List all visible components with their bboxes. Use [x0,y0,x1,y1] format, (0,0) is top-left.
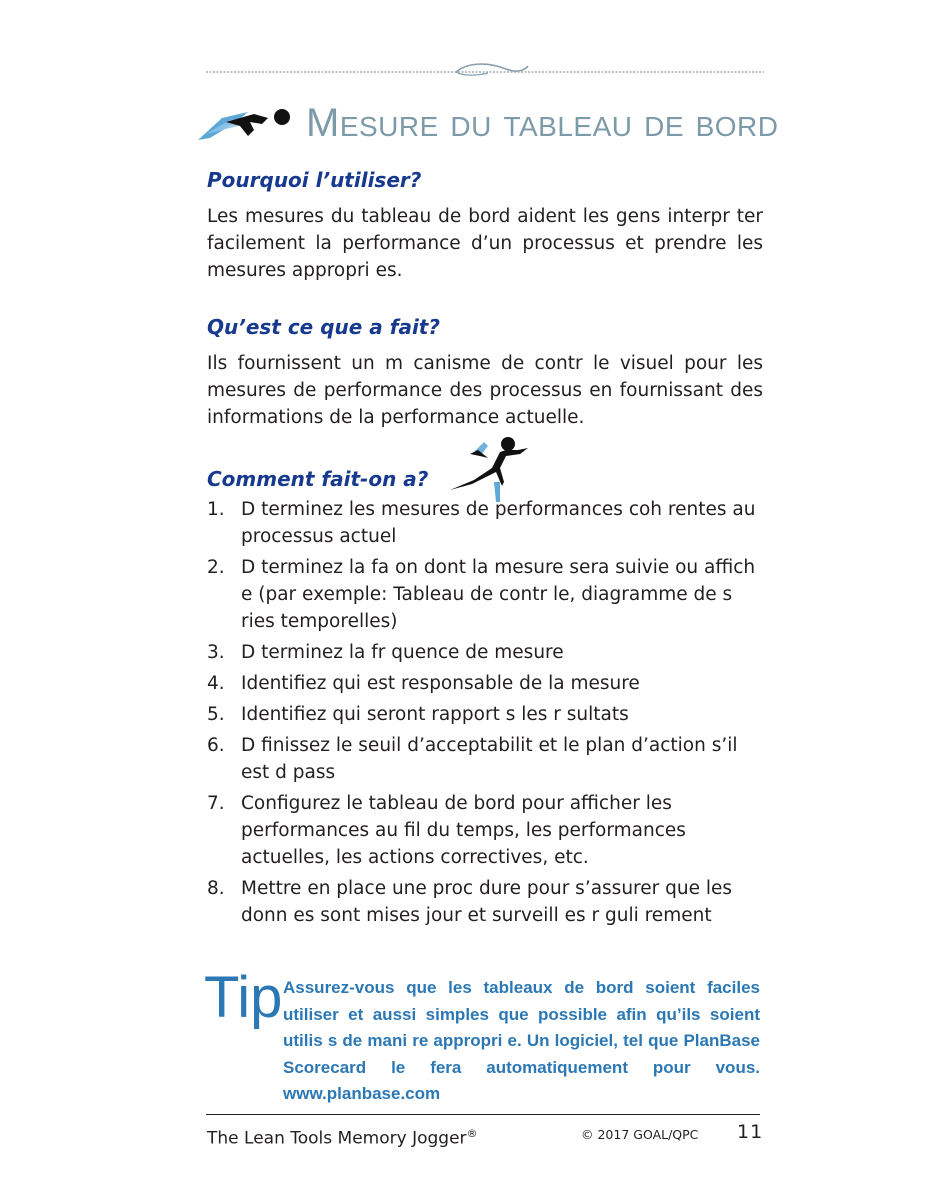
step-text: Mettre en place une proc dure pour s’assurer que les donn es sont mises jour et surveill es r guli rement [241,878,732,926]
list-item [207,701,763,728]
step-number: 7. [207,793,225,814]
section-text-why: Les mesures du tableau de bord aident les gens interpr ter facilement la performance d’un processus et prendre les mesures appropri es. [207,206,763,281]
step-text: Identifiez qui seront rapport s les r sultats [241,704,629,725]
list-item [207,639,763,666]
section-heading-why: Pourquoi l’utiliser? [207,168,422,192]
footer-divider [206,1114,760,1115]
page-title: Mesure du tableau de bord [306,101,779,145]
step-number: 4. [207,673,225,694]
section-heading-how: Comment fait-on a? [207,467,429,491]
header-decorative-rule [206,60,764,84]
step-text: D terminez les mesures de performances coh rentes au processus actuel [241,499,756,547]
step-text: D terminez la fa on dont la mesure sera suivie ou affich e (par exemple: Tableau de contr le, diagramme de s ries temporelles) [241,557,756,632]
list-item [207,875,763,929]
step-text: D terminez la fr quence de mesure [241,642,564,663]
step-text: D finissez le seuil d’acceptabilit et le plan d’action s’il est d pass [241,735,738,783]
book-title-text: The Lean Tools Memory Jogger [207,1128,467,1149]
section-text-what: Ils fournissent un m canisme de contr le visuel pour les mesures de performance des processus en fournissant des informations de la performance actuelle. [207,353,763,428]
list-item [207,496,763,550]
list-item [207,732,763,786]
step-number: 5. [207,704,225,725]
section-heading-what: Qu’est ce que a fait? [207,315,440,339]
step-number: 3. [207,642,225,663]
runner-icon [444,434,530,504]
page-number: 11 [737,1121,764,1143]
step-text: Identifiez qui est responsable de la mesure [241,673,640,694]
steps-list [207,496,763,933]
step-number: 2. [207,557,225,578]
tip-text: Assurez-vous que les tableaux de bord soient faciles utiliser et aussi simples que possible afin qu’ils soient utilis s de mani re appropri e. Un logiciel, tel que PlanBase Scorecard le fera automatiquement pour vous. www.planbase.com [283,978,760,1103]
tip-label: Tip [204,965,283,1030]
step-number: 6. [207,735,225,756]
swimmer-icon [196,100,294,146]
step-text: Configurez le tableau de bord pour afficher les performances au fil du temps, les performances actuelles, les actions correctives, etc. [241,793,686,868]
registered-mark: ® [466,1127,478,1140]
list-item [207,790,763,871]
step-number: 1. [207,499,225,520]
footer-book-title [207,1122,478,1151]
footer-copyright: © 2017 GOAL/QPC [581,1127,699,1142]
step-number: 8. [207,878,225,899]
list-item [207,554,763,635]
list-item [207,670,763,697]
